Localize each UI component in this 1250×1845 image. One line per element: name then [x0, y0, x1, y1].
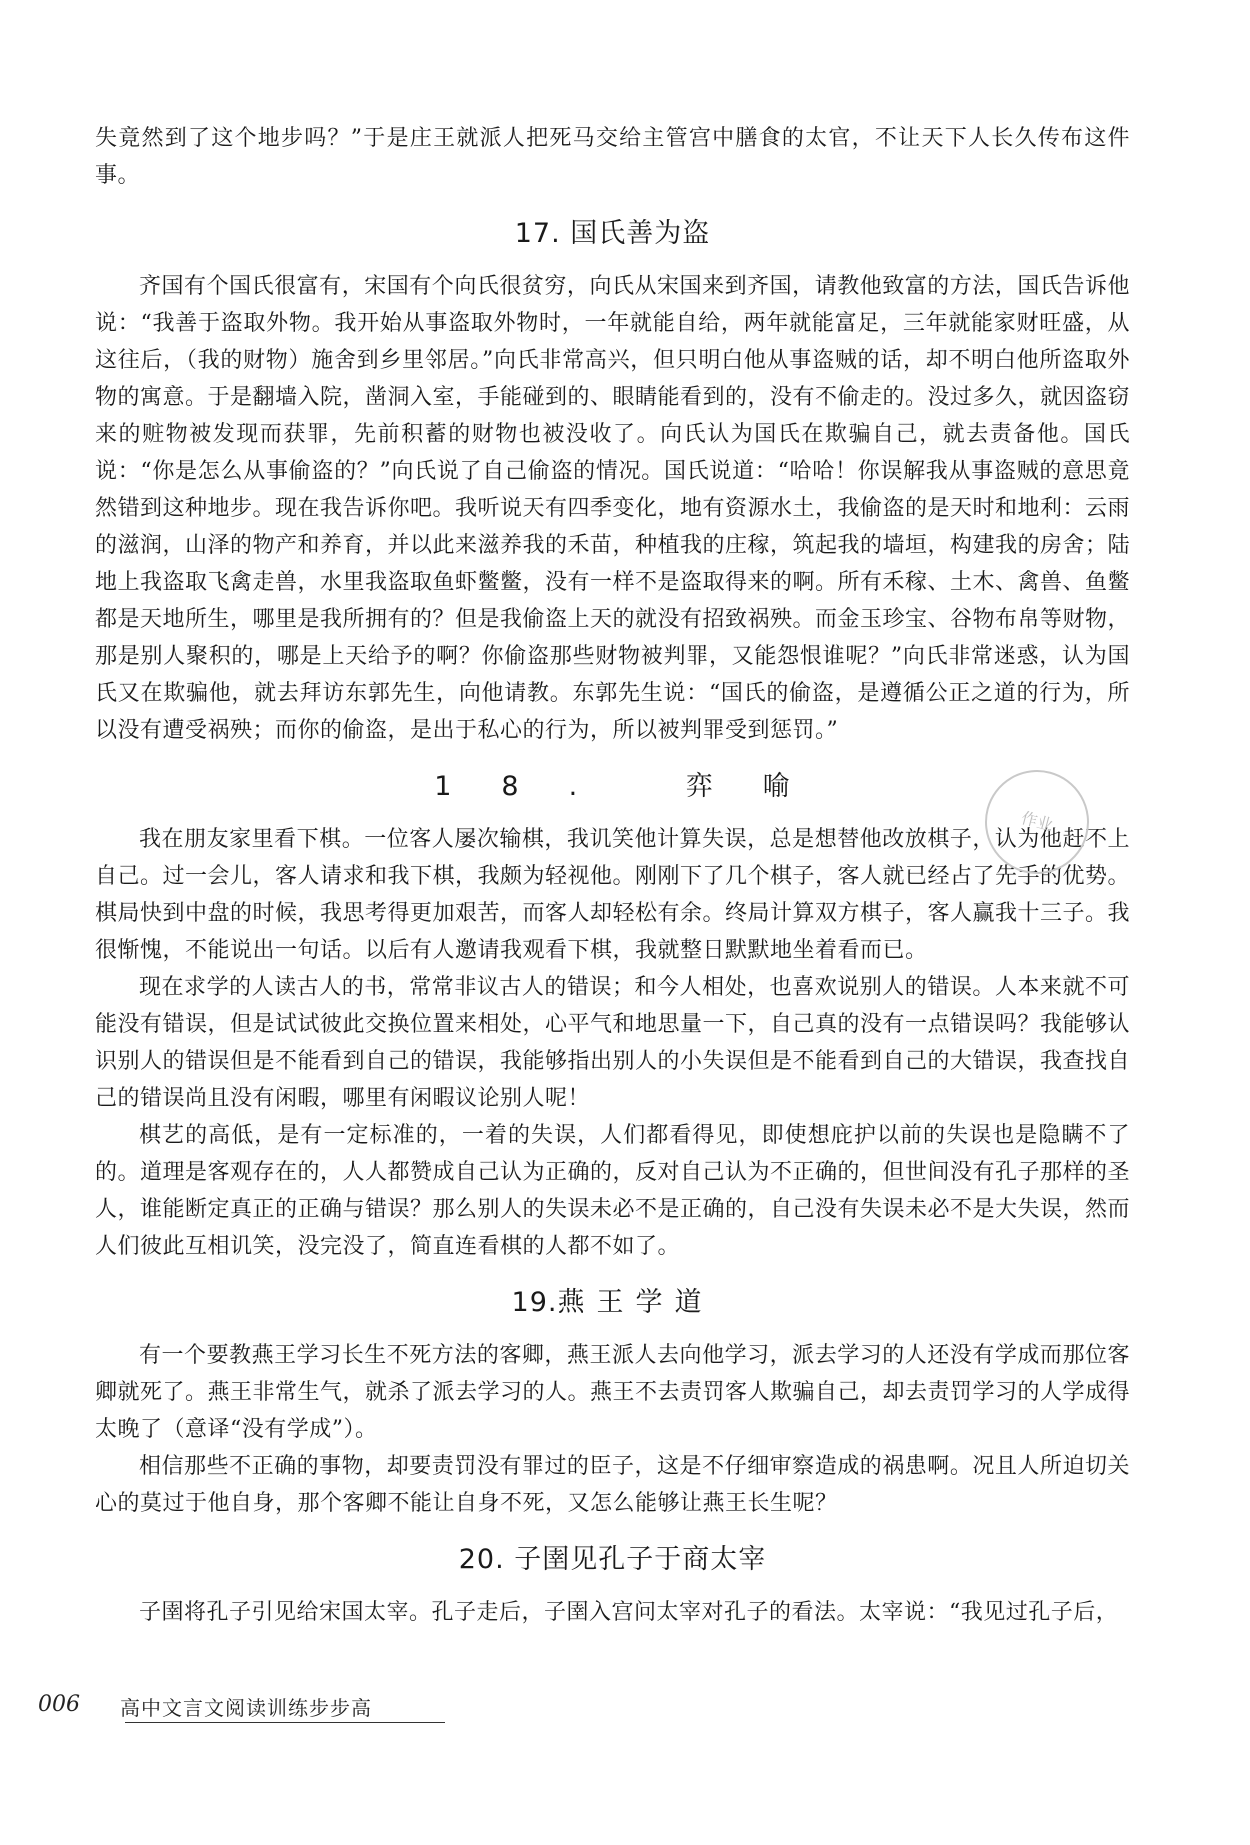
section-19-paragraph-1: 有一个要教燕王学习长生不死方法的客卿，燕王派人去向他学习，派去学习的人还没有学成而那位客卿就死了。燕王非常生气，就杀了派去学习的人。燕王不去责罚客人欺骗自己，却去责罚学习的人学成得太晚了（意译“没有学成”）。	[95, 1343, 1131, 1442]
section-18-paragraph-3: 棋艺的高低，是有一定标准的，一着的失误，人们都看得见，即使想庇护以前的失误也是隐瞒不了的。道理是客观存在的，人人都赞成自己认为正确的，反对自己认为不正确的，但世间没有孔子那样的圣人，谁能断定真正的正确与错误？那么别人的失误未必不是正确的，自己没有失误未必不是大失误，然而人们彼此互相讥笑，没完没了，简直连看棋的人都不如了。	[95, 1123, 1131, 1259]
page-footer	[30, 1660, 450, 1740]
section-19-paragraph-2: 相信那些不正确的事物，却要责罚没有罪过的臣子，这是不仔细审察造成的祸患啊。况且人所迫切关心的莫过于他自身，那个客卿不能让自身不死，又怎么能够让燕王长生呢？	[95, 1454, 1130, 1516]
section-19-title-rest: 燕王学道	[557, 1287, 714, 1318]
footer-divider	[125, 1722, 445, 1723]
section-18-paragraph-2: 现在求学的人读古人的书，常常非议古人的错误；和今人相处，也喜欢说别人的错误。人本来就不可能没有错误，但是试试彼此交换位置来相处，心平气和地思量一下，自己真的没有一点错误吗？我能够认识别人的错误但是不能看到自己的错误，我能够指出别人的小失误但是不能看到自己的大错误，我查找自己的错误尚且没有闲暇，哪里有闲暇议论别人呢！	[95, 975, 1131, 1111]
section-17-title: 17. 国氏善为盗	[514, 218, 711, 249]
section-18-paragraph-1: 我在朋友家里看下棋。一位客人屡次输棋，我讥笑他计算失误，总是想替他改放棋子，认为他赶不上自己。过一会儿，客人请求和我下棋，我颇为轻视他。刚刚下了几个棋子，客人就已经占了先手的优势。棋局快到中盘的时候，我思考得更加艰苦，而客人却轻松有余。终局计算双方棋子，客人赢我十三子。我很惭愧，不能说出一句话。以后有人邀请我观看下棋，我就整日默默地坐着看而已。	[95, 827, 1131, 963]
book-title: 高中文言文阅读训练步步高	[120, 1696, 372, 1720]
section-18-title-rest: 喻	[762, 771, 791, 802]
page-content	[95, 120, 1130, 1631]
section-18-title	[95, 767, 1130, 807]
section-20-title: 20. 子圉见孔子于商太宰	[458, 1544, 767, 1575]
section-19-title	[95, 1283, 1130, 1323]
section-18-title-num: 18. 弈	[434, 771, 763, 802]
watermark-stamp: 作业	[973, 758, 1100, 885]
page-number: 006	[38, 1692, 80, 1717]
section-17-paragraph-1: 齐国有个国氏很富有，宋国有个向氏很贫穷，向氏从宋国来到齐国，请教他致富的方法，国氏告诉他说：“我善于盗取外物。我开始从事盗取外物时，一年就能自给，两年就能富足，三年就能家财旺盛，从这往后，（我的财物）施舍到乡里邻居。”向氏非常高兴，但只明白他从事盗贼的话，却不明白他所盗取外物的寓意。于是翻墙入院，凿洞入室，手能碰到的、眼睛能看到的，没有不偷走的。没过多久，就因盗窃来的赃物被发现而获罪，先前积蓄的财物也被没收了。向氏认为国氏在欺骗自己，就去责备他。国氏说：“你是怎么从事偷盗的？”向氏说了自己偷盗的情况。国氏说道：“哈哈！你误解我从事盗贼的意思竟然错到这种地步。现在我告诉你吧。我听说天有四季变化，地有资源水土，我偷盗的是天时和地利：云雨的滋润，山泽的物产和养育，并以此来滋养我的禾苗，种植我的庄稼，筑起我的墙垣，构建我的房舍；陆地上我盗取飞禽走兽，水里我盗取鱼虾鳖鳖，没有一样不是盗取得来的啊。所有禾稼、土木、禽兽、鱼鳖都是天地所生，哪里是我所拥有的？但是我偷盗上天的就没有招致祸殃。而金玉珍宝、谷物布帛等财物，那是别人聚积的，哪是上天给予的啊？你偷盗那些财物被判罪，又能怨恨谁呢？”向氏非常迷惑，认为国氏又在欺骗他，就去拜访东郭先生，向他请教。东郭先生说：“国氏的偷盗，是遵循公正之道的行为，所以没有遭受祸殃；而你的偷盗，是出于私心的行为，所以被判罪受到惩罚。”	[95, 274, 1131, 743]
section-19-title-num: 19.	[511, 1287, 558, 1318]
continuation-paragraph: 失竟然到了这个地步吗？”于是庄王就派人把死马交给主管宫中膳食的太官，不让天下人长久传布这件事。	[95, 126, 1130, 188]
section-20-paragraph-1: 子圉将孔子引见给宋国太宰。孔子走后，子圉入宫问太宰对孔子的看法。太宰说：“我见过孔子后，	[139, 1600, 1119, 1625]
